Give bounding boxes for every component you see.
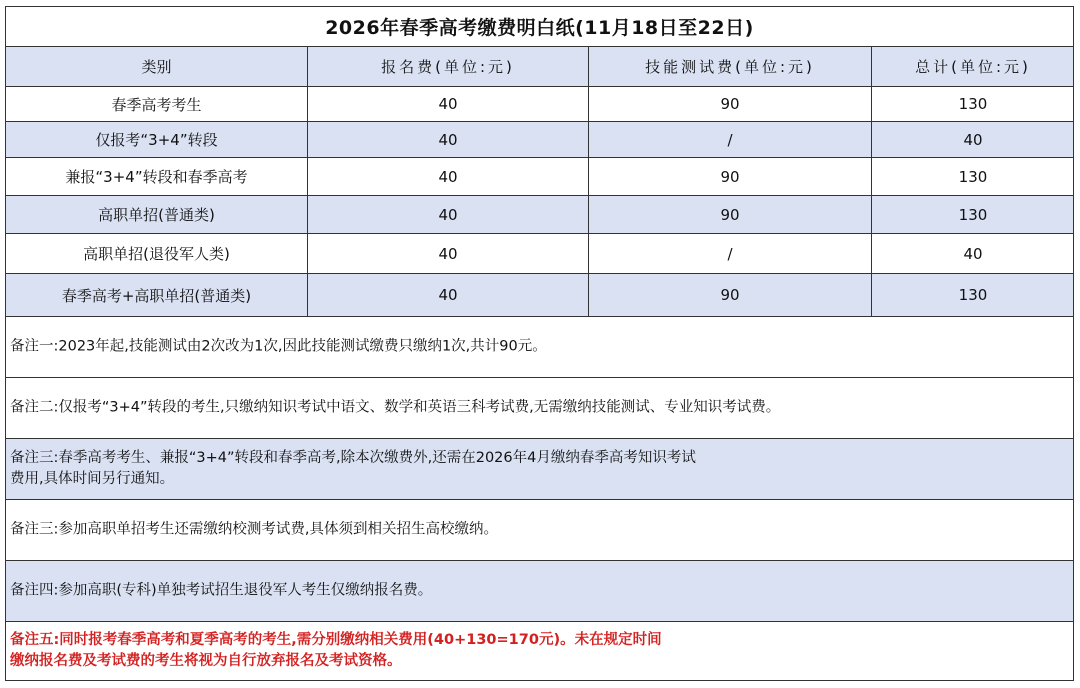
table-row	[6, 122, 1073, 158]
row-total: 130	[958, 95, 988, 113]
row-registration-fee: 40	[308, 234, 589, 273]
note-text	[10, 448, 1065, 490]
warning-note-text	[10, 630, 1065, 672]
row-total: 40	[963, 244, 983, 263]
note-row	[6, 439, 1073, 500]
note-row	[6, 317, 1073, 378]
page-title: 2026年春季高考缴费明白纸(11月18日至22日)	[325, 17, 754, 39]
row-category: 高职单招(普通类)	[6, 196, 308, 233]
row-total: 130	[958, 286, 988, 304]
table-row	[6, 196, 1073, 234]
row-total: 130	[958, 205, 988, 224]
note-line: 备注一:2023年起,技能测试由2次改为1次,因此技能测试缴费只缴纳1次,共计90元。	[10, 338, 547, 355]
row-skill-test-fee: 90	[589, 274, 872, 316]
row-category: 高职单招(退役军人类)	[6, 234, 308, 273]
row-skill-test-fee: 90	[589, 87, 872, 121]
row-registration-fee: 40	[308, 158, 589, 195]
header-category: 类别	[6, 47, 308, 86]
note-line: 备注四:参加高职(专科)单独考试招生退役军人考生仅缴纳报名费。	[10, 582, 433, 599]
note-row-warning	[6, 622, 1073, 680]
note-text	[10, 337, 1065, 358]
note-line: 备注二:仅报考“3+4”转段的考生,只缴纳知识考试中语文、数学和英语三科考试费,无需缴纳技能测试、专业知识考试费。	[10, 399, 781, 416]
row-category: 春季高考考生	[6, 87, 308, 121]
row-registration-fee: 40	[308, 196, 589, 233]
table-row	[6, 87, 1073, 122]
note-text	[10, 520, 1065, 541]
note-row	[6, 561, 1073, 622]
row-registration-fee: 40	[308, 274, 589, 316]
note-line: 备注三:参加高职单招考生还需缴纳校测考试费,具体须到相关招生高校缴纳。	[10, 521, 498, 538]
fee-table	[5, 6, 1074, 681]
header-total: 总计(单位:元)	[915, 58, 1031, 76]
header-row	[6, 47, 1073, 87]
note-row	[6, 500, 1073, 561]
title-row	[6, 7, 1073, 47]
table-row	[6, 158, 1073, 196]
row-total: 40	[963, 130, 983, 149]
row-category: 仅报考“3+4”转段	[6, 122, 308, 157]
note-line: 缴纳报名费及考试费的考生将视为自行放弃报名及考试资格。	[10, 653, 402, 669]
row-category: 兼报“3+4”转段和春季高考	[6, 158, 308, 195]
note-line: 备注五:同时报考春季高考和夏季高考的考生,需分别缴纳相关费用(40+130=170元)。未在规定时间	[10, 632, 662, 648]
note-text	[10, 398, 1065, 419]
table-row	[6, 274, 1073, 317]
row-category: 春季高考+高职单招(普通类)	[6, 274, 308, 316]
table-row	[6, 234, 1073, 274]
note-row	[6, 378, 1073, 439]
row-skill-test-fee: 90	[589, 158, 872, 195]
row-total: 130	[958, 167, 988, 186]
row-registration-fee: 40	[308, 87, 589, 121]
row-registration-fee: 40	[308, 122, 589, 157]
note-text	[10, 581, 1065, 602]
row-skill-test-fee: /	[589, 122, 872, 157]
row-skill-test-fee: /	[589, 234, 872, 273]
note-line: 费用,具体时间另行通知。	[10, 471, 175, 487]
header-skill-test-fee: 技能测试费(单位:元)	[589, 47, 872, 86]
header-registration-fee: 报名费(单位:元)	[308, 47, 589, 86]
row-skill-test-fee: 90	[589, 196, 872, 233]
note-line: 备注三:春季高考考生、兼报“3+4”转段和春季高考,除本次缴费外,还需在2026年4月缴纳春季高考知识考试	[10, 450, 696, 466]
